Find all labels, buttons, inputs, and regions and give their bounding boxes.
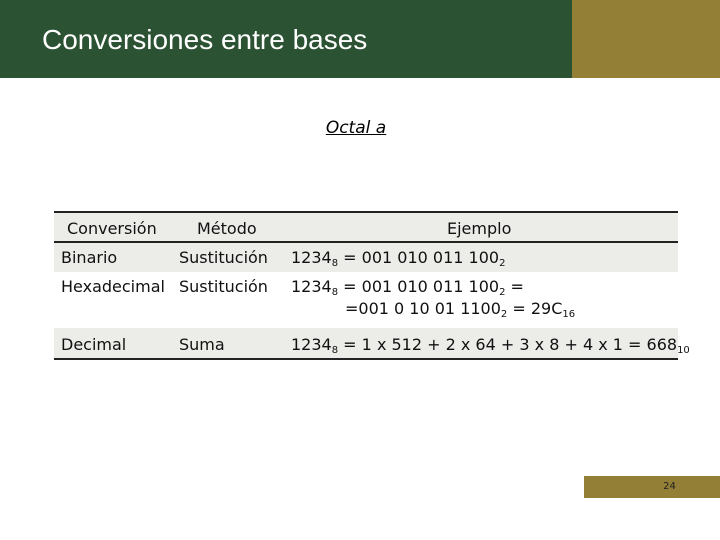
- cell-ejemplo-line2: =001 0 10 01 $1100_2 = 29C_{16}$: [345, 299, 576, 320]
- slide-subtitle: Octal a: [325, 118, 387, 138]
- table-row: [54, 328, 690, 360]
- slide-title: Conversiones entre bases: [42, 24, 368, 55]
- page-number: 24: [663, 481, 676, 492]
- table-row: [54, 272, 678, 328]
- cell-conversion: Decimal: [61, 335, 127, 354]
- cell-metodo: Sustitución: [179, 277, 268, 296]
- header-ejemplo: Ejemplo: [447, 219, 512, 238]
- cell-metodo: Suma: [179, 335, 225, 354]
- cell-conversion: Hexadecimal: [61, 277, 165, 296]
- conversion-table: [54, 211, 690, 360]
- cell-conversion: Binario: [61, 248, 118, 267]
- cell-metodo: Sustitución: [179, 248, 268, 267]
- cell-ejemplo: $1234_8 = 001$ 010 011 $100_2$: [291, 248, 506, 269]
- cell-ejemplo: $1234_8 = 1$ x 512 + 2 x 64 + 3 x 8 + 4 x $1 = 668_{10}$: [291, 335, 690, 356]
- header-metodo: Método: [197, 219, 257, 238]
- table-header: [54, 211, 678, 243]
- cell-ejemplo: $1234_8 = 001$ 010 011 $100_2$ =: [291, 277, 524, 298]
- header-conversion: Conversión: [67, 219, 157, 238]
- accent-bar: [572, 0, 720, 78]
- table-row: [54, 243, 678, 272]
